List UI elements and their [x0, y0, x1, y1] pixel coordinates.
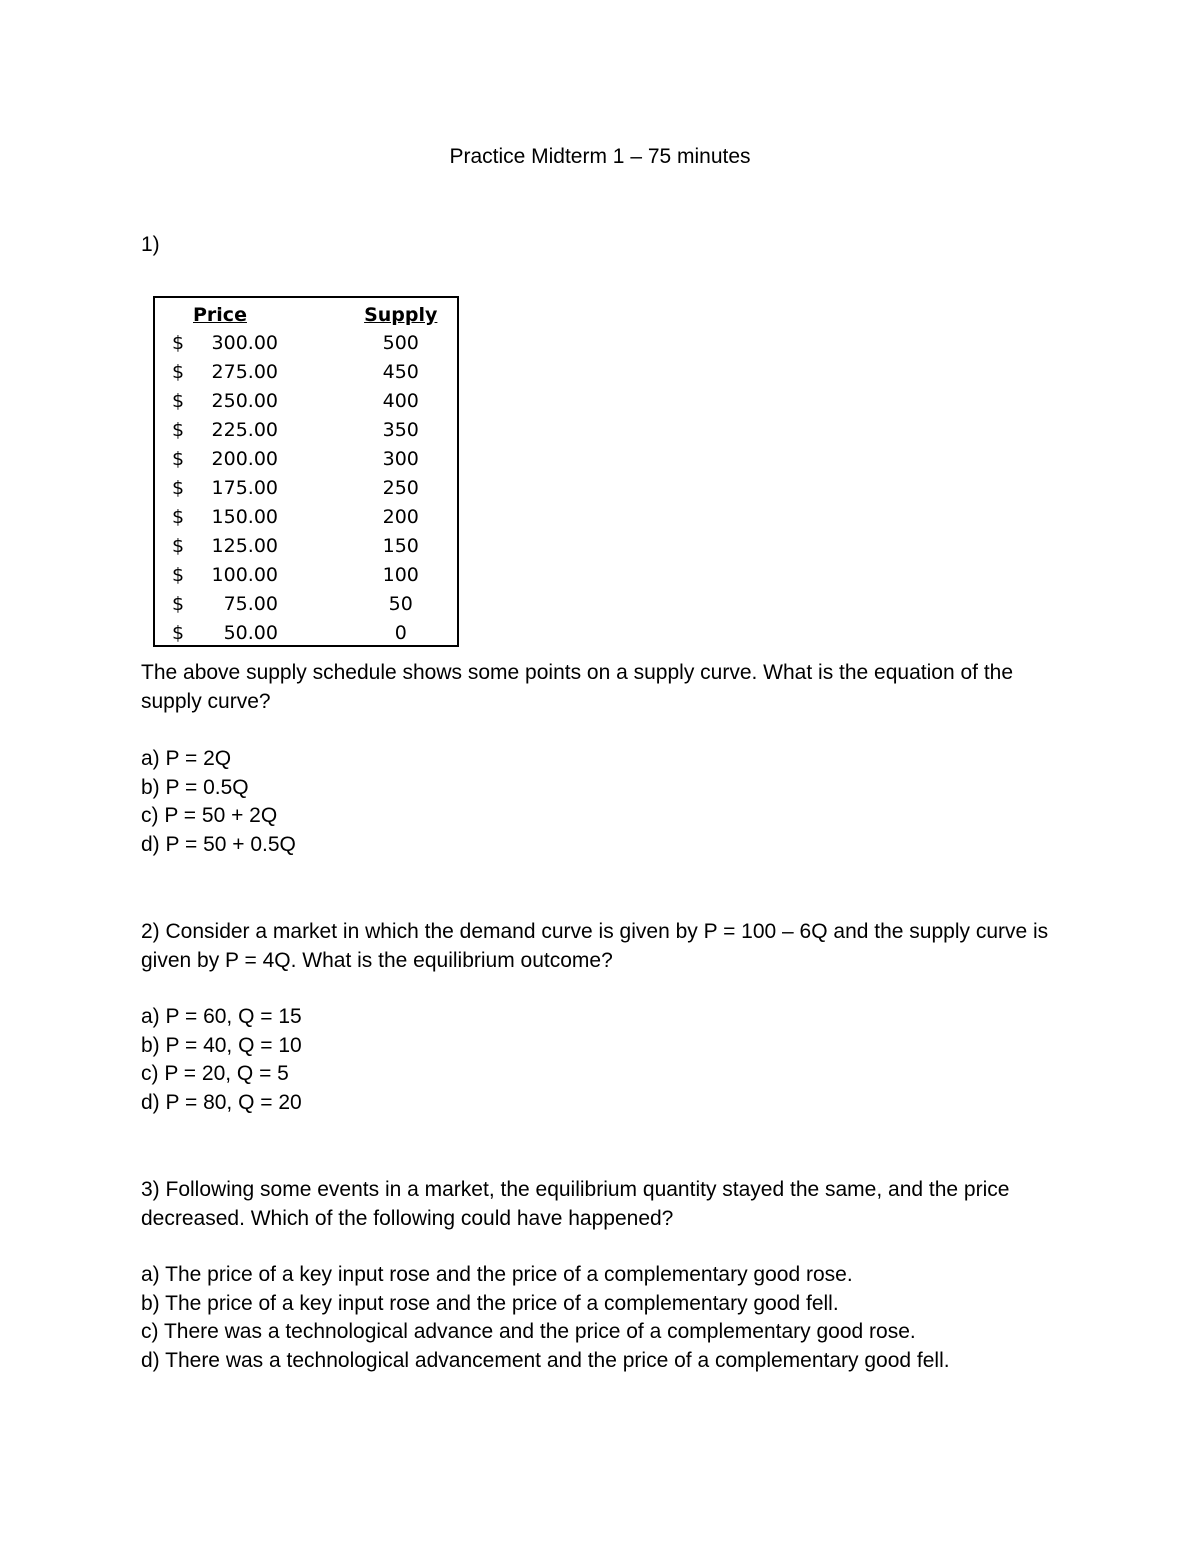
table-row — [155, 445, 457, 474]
supply-header: Supply — [364, 304, 438, 326]
q1-option-d: d) P = 50 + 0.5Q — [141, 833, 296, 857]
table-row — [155, 358, 457, 387]
supply-cell: 300 — [382, 448, 419, 470]
supply-cell: 50 — [388, 593, 413, 615]
table-row — [155, 503, 457, 532]
table-header-row — [155, 302, 457, 329]
q1-option-b: b) P = 0.5Q — [141, 775, 249, 799]
supply-cell: 450 — [382, 361, 419, 383]
price-cell — [155, 416, 344, 445]
table-row — [155, 474, 457, 503]
currency-symbol: $ — [172, 564, 185, 586]
price-cell — [155, 590, 344, 619]
supply-cell: 250 — [382, 477, 419, 499]
q1-option-a: a) P = 2Q — [141, 747, 232, 770]
supply-cell: 500 — [382, 332, 419, 354]
q2-option-b: b) P = 40, Q = 10 — [141, 1033, 302, 1057]
q2-option-c: c) P = 20, Q = 5 — [141, 1062, 289, 1086]
price-header: Price — [193, 304, 247, 326]
table-row — [155, 561, 457, 590]
q2-option-d: d) P = 80, Q = 20 — [141, 1091, 302, 1115]
supply-cell: 200 — [382, 506, 419, 528]
supply-cell: 350 — [382, 419, 419, 441]
currency-symbol: $ — [172, 361, 185, 383]
supply-cell: 0 — [394, 622, 407, 644]
currency-symbol: $ — [172, 535, 185, 557]
question-3-text: 3) Following some events in a market, the equilibrium quantity stayed the same, and the price decreased. Which of the following could have happened? — [141, 1178, 1010, 1230]
price-value: 225.00 — [211, 419, 278, 441]
supply-table-body — [155, 329, 457, 648]
price-value: 300.00 — [211, 332, 278, 354]
currency-symbol: $ — [172, 593, 185, 615]
supply-cell: 100 — [382, 564, 419, 586]
supply-schedule-table — [153, 296, 459, 647]
currency-symbol: $ — [172, 419, 185, 441]
table-row — [155, 619, 457, 648]
price-cell — [155, 503, 344, 532]
price-cell — [155, 329, 344, 358]
price-value: 175.00 — [211, 477, 278, 499]
table-row — [155, 416, 457, 445]
table-row — [155, 329, 457, 358]
question-2-text: 2) Consider a market in which the demand curve is given by P = 100 – 6Q and the supply curve is given by P = 4Q. What is the equilibrium outcome? — [141, 920, 1049, 972]
question-3-options — [141, 1261, 1061, 1376]
price-value: 200.00 — [211, 448, 278, 470]
question-1-text: The above supply schedule shows some points on a supply curve. What is the equation of the supply curve? — [141, 661, 1014, 713]
question-2-options — [141, 1003, 1061, 1118]
q1-option-c: c) P = 50 + 2Q — [141, 804, 278, 828]
price-cell — [155, 358, 344, 387]
question-1-number: 1) — [141, 233, 160, 256]
currency-symbol: $ — [172, 332, 185, 354]
currency-symbol: $ — [172, 448, 185, 470]
price-value: 275.00 — [211, 361, 278, 383]
q3-option-c: c) There was a technological advance and the price of a complementary good rose. — [141, 1320, 916, 1344]
price-value: 100.00 — [211, 564, 278, 586]
price-cell — [155, 532, 344, 561]
supply-cell: 400 — [382, 390, 419, 412]
price-cell — [155, 561, 344, 590]
price-cell — [155, 387, 344, 416]
price-cell — [155, 445, 344, 474]
question-1-options — [141, 745, 1061, 860]
currency-symbol: $ — [172, 506, 185, 528]
q2-option-a: a) P = 60, Q = 15 — [141, 1005, 302, 1028]
table-row — [155, 590, 457, 619]
currency-symbol: $ — [172, 390, 185, 412]
table-row — [155, 532, 457, 561]
q3-option-d: d) There was a technological advancement and the price of a complementary good fell. — [141, 1349, 950, 1373]
price-value: 150.00 — [211, 506, 278, 528]
q3-option-a: a) The price of a key input rose and the price of a complementary good rose. — [141, 1263, 853, 1286]
currency-symbol: $ — [172, 477, 185, 499]
table-row — [155, 387, 457, 416]
price-cell — [155, 474, 344, 503]
price-cell — [155, 619, 344, 648]
price-value: 250.00 — [211, 390, 278, 412]
price-value: 75.00 — [223, 593, 278, 615]
price-value: 50.00 — [223, 622, 278, 644]
page-title: Practice Midterm 1 – 75 minutes — [449, 145, 751, 168]
currency-symbol: $ — [172, 622, 185, 644]
price-value: 125.00 — [211, 535, 278, 557]
q3-option-b: b) The price of a key input rose and the price of a complementary good fell. — [141, 1291, 839, 1315]
supply-table — [155, 302, 457, 648]
supply-cell: 150 — [382, 535, 419, 557]
